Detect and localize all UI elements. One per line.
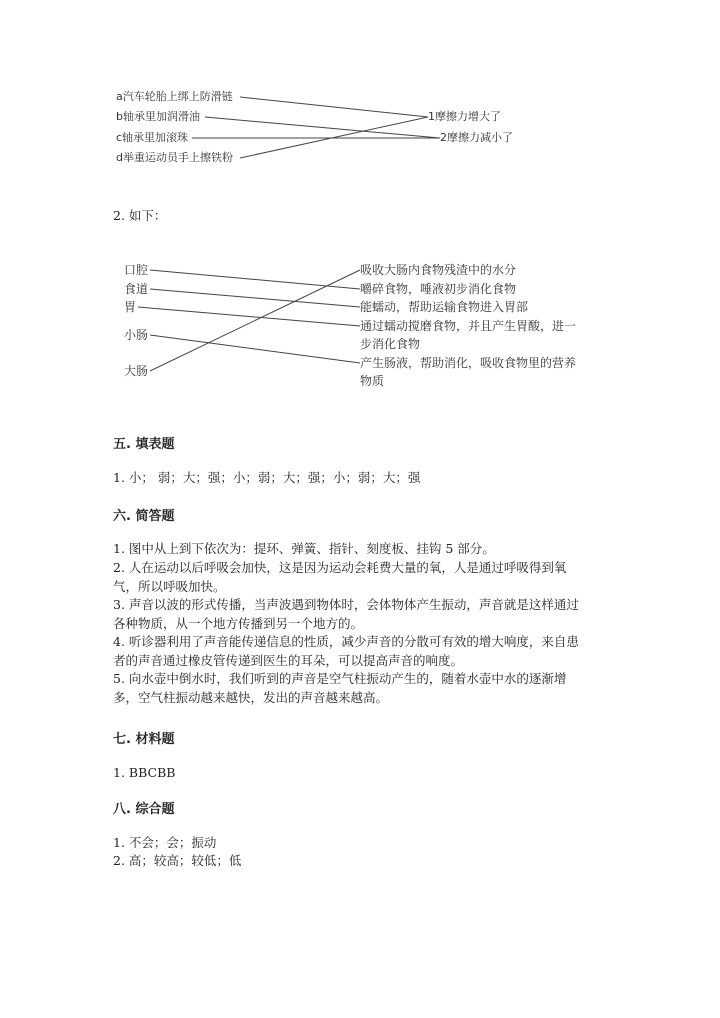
match-line — [240, 97, 428, 117]
diagram2-left: 小肠 — [124, 328, 149, 342]
section-title: 七. 材料题 — [113, 732, 175, 747]
diagram2-left: 胃 — [124, 300, 137, 314]
diagram1-left: b轴承里加润滑油 — [116, 110, 200, 123]
diagram2-left: 食道 — [124, 282, 149, 296]
diagram2-left: 口腔 — [124, 263, 149, 277]
diagram2-left: 大肠 — [124, 364, 149, 378]
diagram2-right: 吸收大肠内食物残渣中的水分 — [360, 263, 517, 277]
diagram2-right: 嚼碎食物，唾液初步消化食物 — [360, 282, 517, 296]
answer-line: 4. 听诊器利用了声音能传递信息的性质，减少声音的分散可有效的增大响度，来自患者的声音通过橡皮管传递到医生的耳朵，可以提高声音的响度。 — [113, 634, 579, 668]
answer-line: 1. 不会；会；振动 — [113, 835, 217, 850]
answer-line: 3. 声音以波的形式传播，当声波遇到物体时，会体物体产生振动，声音就是这样通过各种物质，从一个地方传播到另一个地方的。 — [113, 597, 579, 631]
question-2-label: 2. 如下： — [113, 208, 167, 223]
match-line — [150, 270, 360, 371]
match-line — [150, 335, 360, 363]
match-line — [205, 117, 440, 138]
diagram2-right: 通过蠕动搅磨食物，并且产生胃酸，进一步消化食物 — [360, 319, 577, 351]
match-line — [150, 289, 360, 307]
section-title: 八. 综合题 — [113, 802, 175, 817]
diagram2-right: 产生肠液，帮助消化，吸收食物里的营养物质 — [360, 356, 577, 388]
diagram1-right: 1摩擦力增大了 — [428, 110, 501, 123]
diagram1-left: d举重运动员手上擦铁粉 — [116, 151, 233, 164]
diagram1-left: c轴承里加滚珠 — [116, 131, 189, 144]
diagram1-right: 2摩擦力减小了 — [440, 131, 513, 144]
diagram2-right: 能蠕动，帮助运输食物进入胃部 — [360, 300, 529, 314]
match-line — [150, 270, 360, 289]
answer-line: 1. 小； 弱；大；强；小；弱；大；强；小；弱；大；强 — [113, 470, 421, 485]
answer-line: 2. 人在运动以后呼吸会加快，这是因为运动会耗费大量的氧，人是通过呼吸得到氧气，所以呼吸加快。 — [113, 560, 567, 594]
answer-line: 5. 向水壶中倒水时，我们听到的声音是空气柱振动产生的，随着水壶中水的逐渐增多，空气柱振动越来越快，发出的声音越来越高。 — [113, 671, 567, 705]
section-title: 五. 填表题 — [113, 437, 175, 452]
diagram1-left: a汽车轮胎上绑上防滑链 — [116, 90, 233, 103]
section-title: 六. 简答题 — [113, 509, 175, 524]
answer-line: 2. 高；较高；较低；低 — [113, 853, 242, 868]
answer-line: 1. BBCBB — [113, 765, 176, 780]
answer-line: 1. 图中从上到下依次为：提环、弹簧、指针、刻度板、挂钩 5 部分。 — [113, 541, 495, 556]
